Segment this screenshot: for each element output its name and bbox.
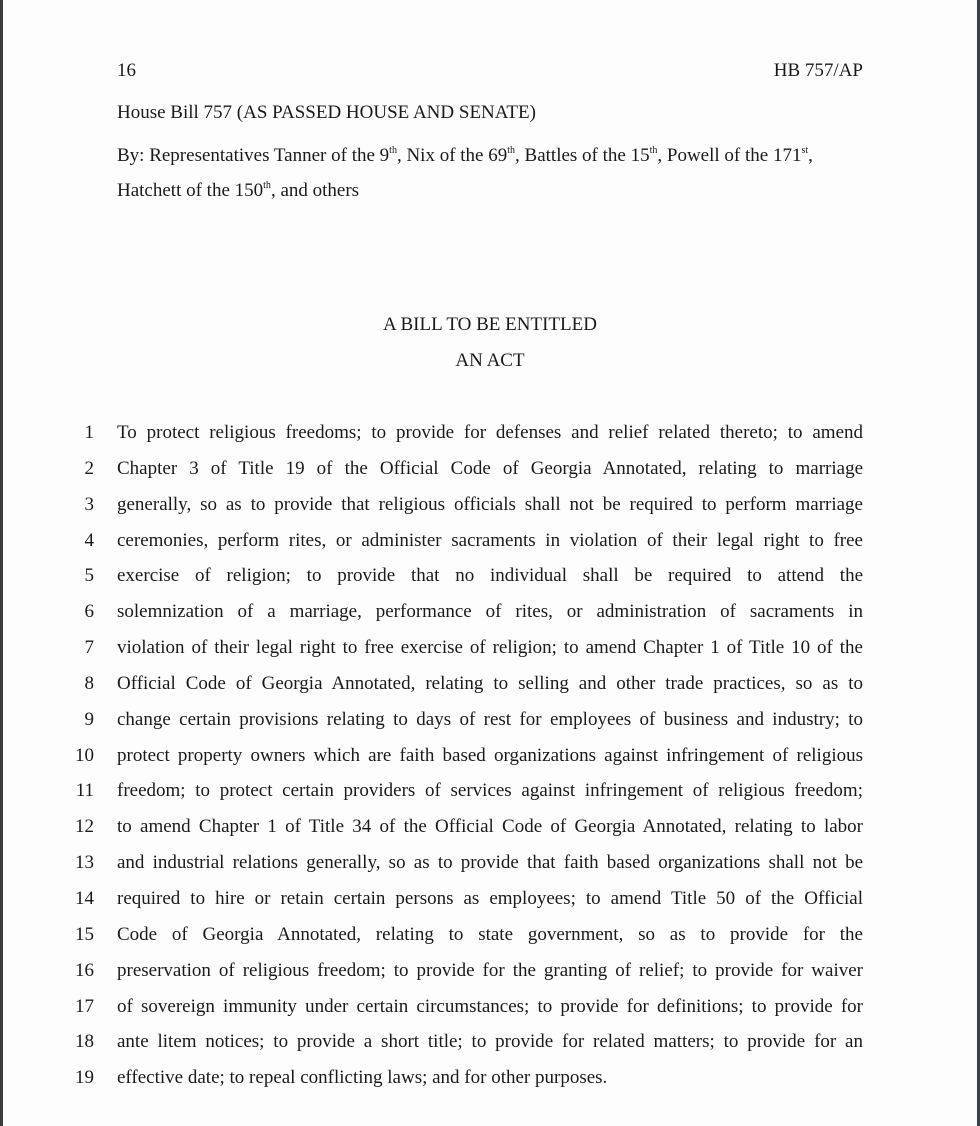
line-text: preservation of religious freedom; to provide for the granting of relief; to provide for waiver <box>117 959 863 981</box>
line-number: 10 <box>75 744 94 766</box>
line-text: solemnization of a marriage, performance of rites, or administration of sacraments in <box>117 601 863 623</box>
line-number: 18 <box>75 1031 94 1053</box>
line-text: protect property owners which are faith based organizations against infringement of religious <box>117 744 863 766</box>
numbered-line <box>0 745 980 781</box>
line-number: 5 <box>84 565 94 587</box>
line-number: 4 <box>84 529 94 551</box>
sponsors-text: Hatchett of the 150 <box>117 180 264 201</box>
line-number: 6 <box>84 601 94 623</box>
numbered-line <box>0 637 980 673</box>
numbered-line <box>0 458 980 494</box>
line-text: change certain provisions relating to days of rest for employees of business and industry; to <box>117 708 863 730</box>
heading-an-act: AN ACT <box>455 350 525 371</box>
line-number: 12 <box>75 816 94 838</box>
line-text: ante litem notices; to provide a short title; to provide for related matters; to provide for an <box>117 1031 863 1053</box>
line-number: 11 <box>75 780 94 802</box>
numbered-line <box>0 565 980 601</box>
line-number: 17 <box>75 995 94 1017</box>
numbered-line <box>0 1031 980 1067</box>
line-text: ceremonies, perform rites, or administer sacraments in violation of their legal right to free <box>117 529 863 551</box>
line-text: of sovereign immunity under certain circumstances; to provide for definitions; to provide for <box>117 995 863 1017</box>
line-number: 7 <box>84 637 94 659</box>
line-number: 3 <box>84 493 94 515</box>
line-number: 16 <box>75 959 94 981</box>
line-number: 8 <box>84 672 94 694</box>
line-text: freedom; to protect certain providers of services against infringement of religious freedom; <box>117 780 863 802</box>
line-text: To protect religious freedoms; to provide for defenses and relief related thereto; to amend <box>117 422 863 443</box>
line-text: effective date; to repeal conflicting laws; and for other purposes. <box>117 1067 608 1089</box>
line-number: 9 <box>84 708 94 730</box>
bill-title: House Bill 757 (AS PASSED HOUSE AND SENATE) <box>117 102 536 123</box>
ordinal-suffix: th <box>649 145 658 156</box>
heading-bill-entitled: A BILL TO BE ENTITLED <box>383 314 597 335</box>
line-text: Chapter 3 of Title 19 of the Official Code of Georgia Annotated, relating to marriage <box>117 457 863 479</box>
line-number: 14 <box>75 887 94 909</box>
page-number: 16 <box>117 60 136 81</box>
line-text: violation of their legal right to free exercise of religion; to amend Chapter 1 of Title 10 of the <box>117 637 863 659</box>
numbered-line <box>0 924 980 960</box>
line-text: Official Code of Georgia Annotated, relating to selling and other trade practices, so as to <box>117 672 863 694</box>
ordinal-suffix: th <box>263 180 271 191</box>
sponsors-text: , Nix of the 69 <box>396 145 508 166</box>
numbered-line <box>0 422 980 458</box>
line-text: exercise of religion; to provide that no individual shall be required to attend the <box>117 565 863 587</box>
numbered-line <box>0 709 980 745</box>
numbered-line <box>0 530 980 566</box>
numbered-line <box>0 1067 980 1103</box>
line-number: 19 <box>75 1067 94 1089</box>
line-number: 1 <box>84 422 94 443</box>
sponsors-text: , <box>808 145 813 166</box>
line-text: Code of Georgia Annotated, relating to state government, so as to provide for the <box>117 923 863 945</box>
numbered-line <box>0 816 980 852</box>
sponsors <box>117 138 867 208</box>
ordinal-suffix: th <box>389 145 397 156</box>
numbered-line <box>0 673 980 709</box>
sponsors-text: , Powell of the 171 <box>657 145 802 166</box>
line-number: 2 <box>84 457 94 479</box>
sponsors-text: , Battles of the 15 <box>515 145 650 166</box>
line-number: 13 <box>75 852 94 874</box>
bill-code: HB 757/AP <box>773 60 863 81</box>
numbered-line <box>0 960 980 996</box>
numbered-line <box>0 888 980 924</box>
numbered-line <box>0 852 980 888</box>
numbered-line <box>0 601 980 637</box>
line-text: required to hire or retain certain persons as employees; to amend Title 50 of the Official <box>117 887 863 909</box>
ordinal-suffix: th <box>507 145 516 156</box>
numbered-line <box>0 780 980 816</box>
ordinal-suffix: st <box>801 145 809 156</box>
numbered-line <box>0 494 980 530</box>
numbered-line <box>0 996 980 1032</box>
sponsors-text: , and others <box>270 180 360 201</box>
line-text: and industrial relations generally, so as to provide that faith based organizations shall not be <box>117 852 863 874</box>
sponsors-text: By: Representatives Tanner of the 9 <box>117 145 390 166</box>
line-text: to amend Chapter 1 of Title 34 of the Official Code of Georgia Annotated, relating to labor <box>117 816 863 838</box>
line-text: generally, so as to provide that religious officials shall not be required to perform marriage <box>117 493 863 515</box>
line-number: 15 <box>75 923 94 945</box>
numbered-lines <box>0 422 980 1103</box>
